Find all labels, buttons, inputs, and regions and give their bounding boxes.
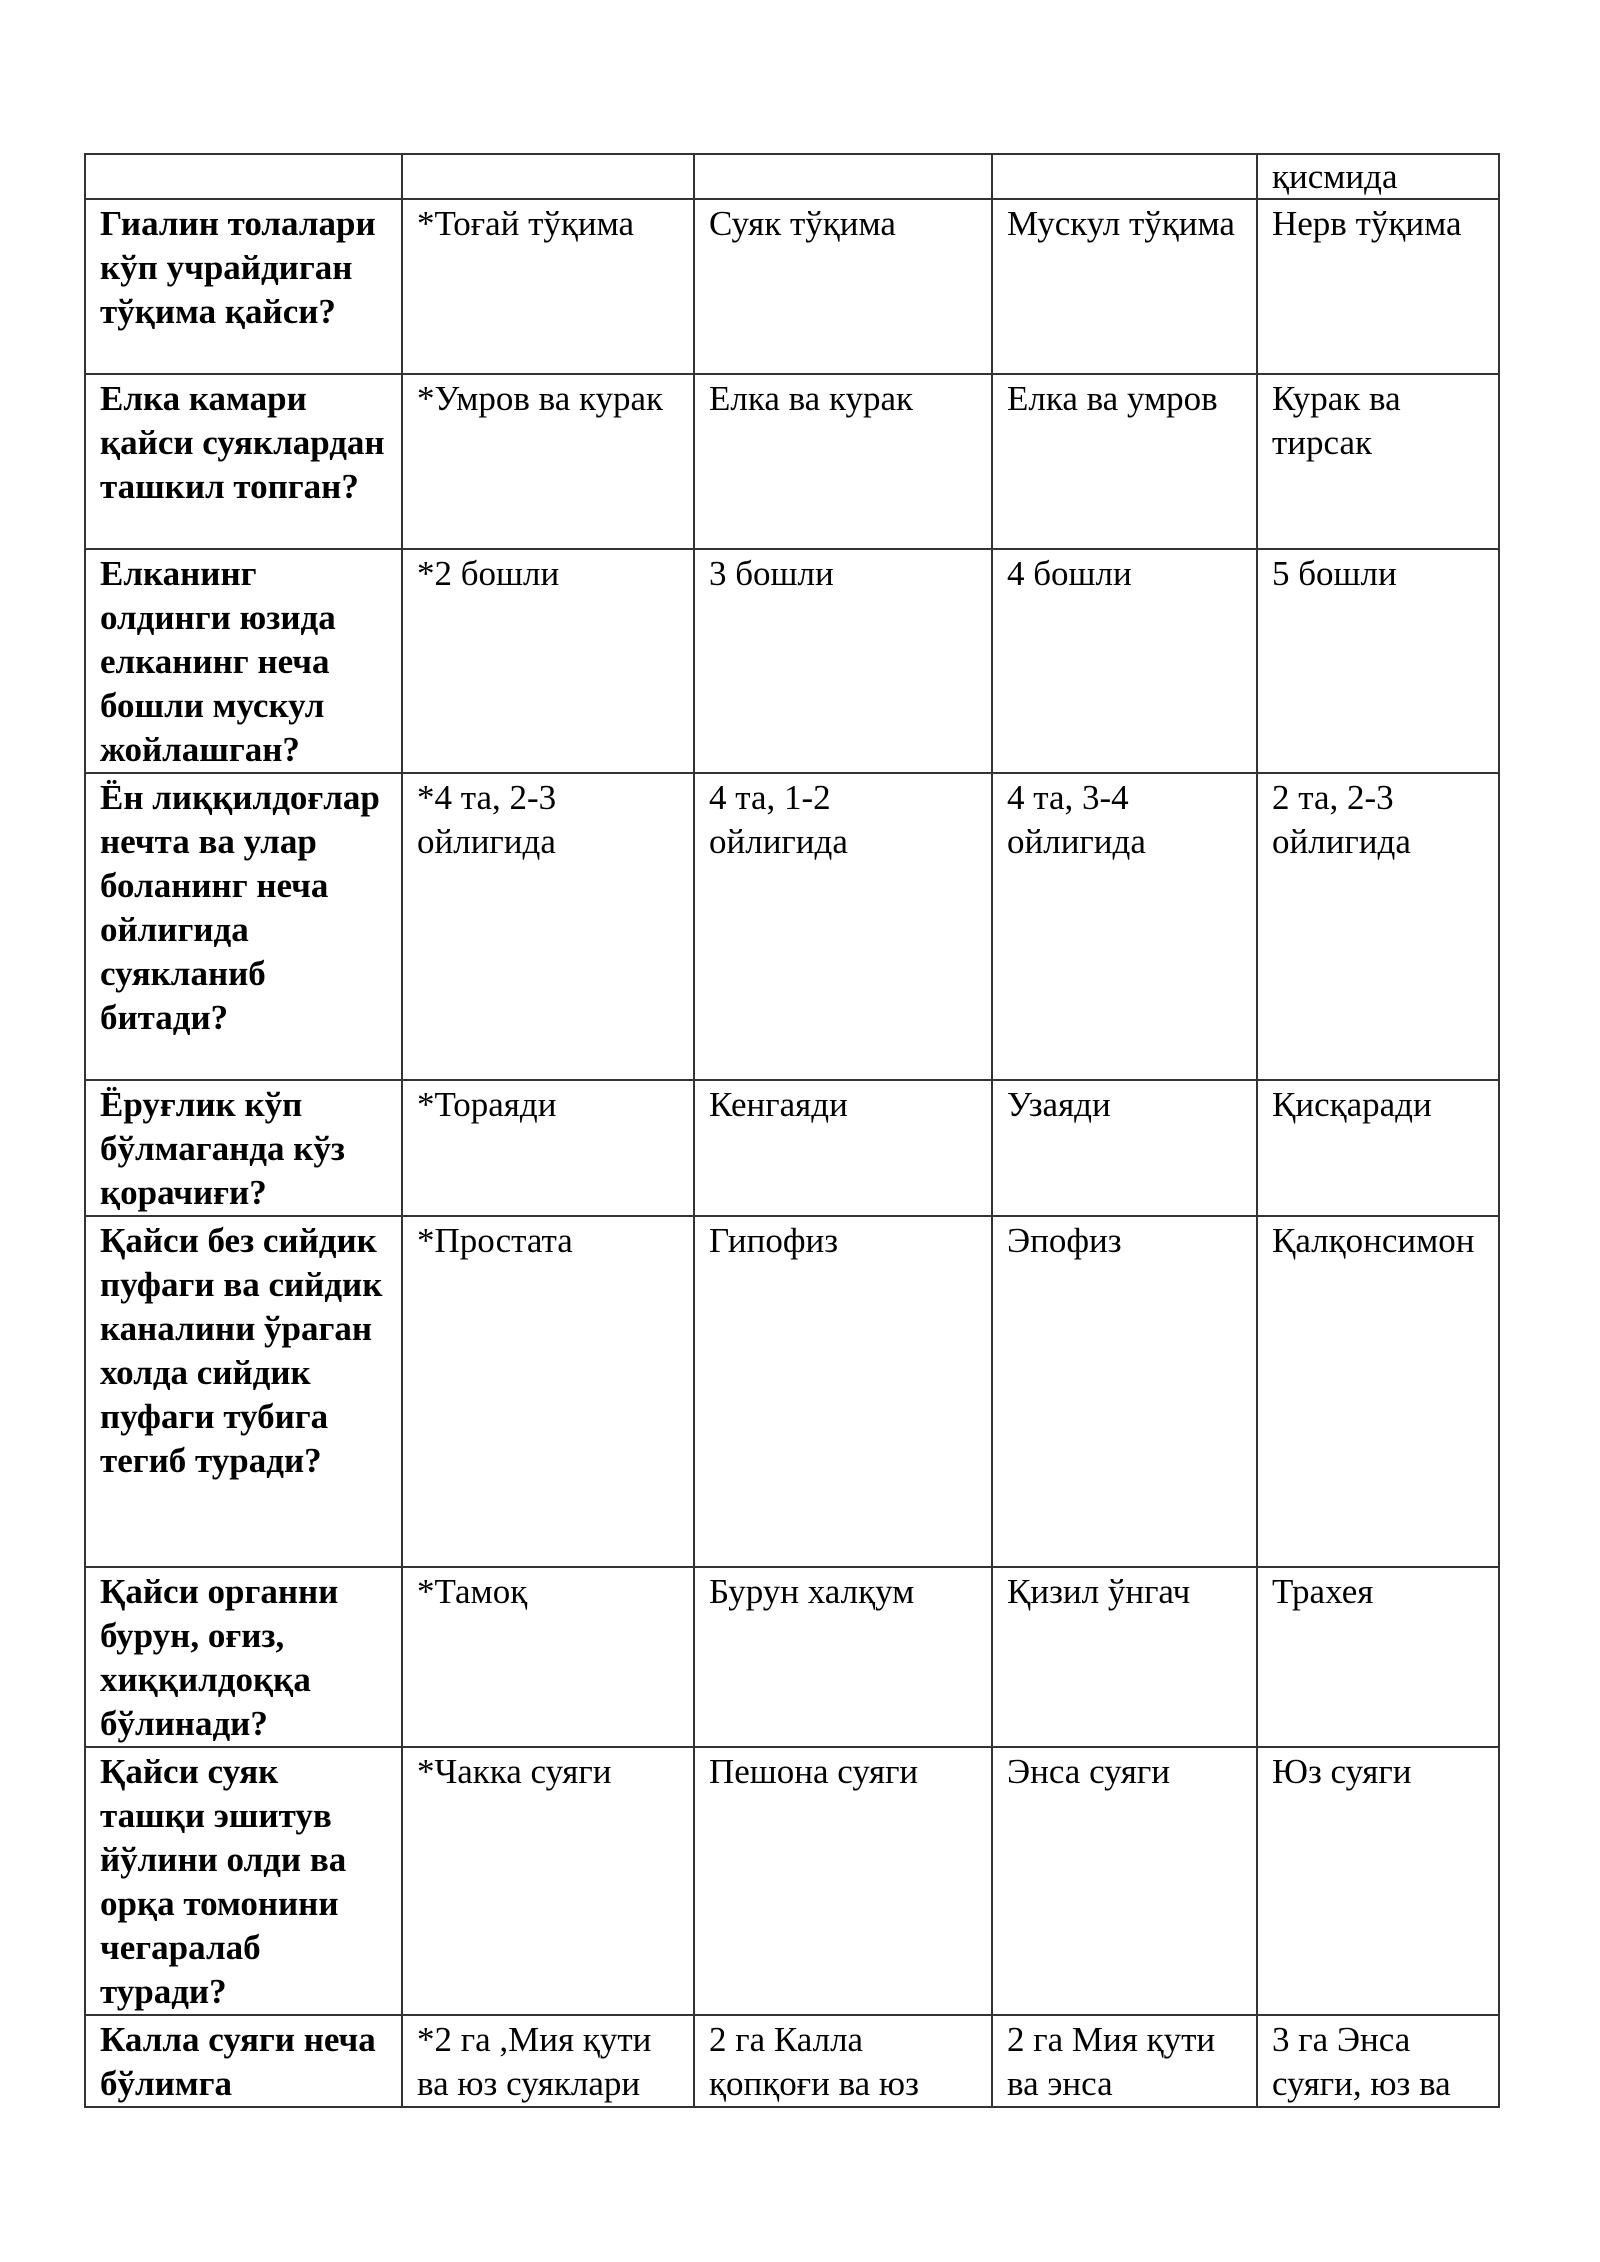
table-row bbox=[85, 199, 1499, 374]
table-row bbox=[85, 2015, 1499, 2107]
answer-cell-correct: *2 бошли bbox=[402, 549, 694, 773]
table-row bbox=[85, 154, 1499, 199]
question-cell: Қайси без сийдик пуфаги ва сийдик каналини ўраган холда сийдик пуфаги тубига тегиб туради? bbox=[85, 1216, 402, 1567]
answer-cell: 4 та, 3-4 ойлигида bbox=[992, 773, 1257, 1080]
answer-cell: 4 бошли bbox=[992, 549, 1257, 773]
answer-cell-correct: *Простата bbox=[402, 1216, 694, 1567]
answer-cell: Қисқаради bbox=[1257, 1080, 1499, 1216]
question-cell: Калла суяги неча бўлимга bbox=[85, 2015, 402, 2107]
answer-cell: Нерв тўқима bbox=[1257, 199, 1499, 374]
answer-cell: Қалқонсимон bbox=[1257, 1216, 1499, 1567]
answer-cell: Мускул тўқима bbox=[992, 199, 1257, 374]
question-cell: Гиалин толалари кўп учрайдиган тўқима қайси? bbox=[85, 199, 402, 374]
table-cell: қисмида bbox=[1257, 154, 1499, 199]
answer-cell-correct: *Тораяди bbox=[402, 1080, 694, 1216]
question-cell: Қайси органни бурун, оғиз, хиққилдоққа бўлинади? bbox=[85, 1567, 402, 1747]
table-row bbox=[85, 374, 1499, 549]
answer-cell: Кенгаяди bbox=[694, 1080, 992, 1216]
answer-cell-correct: *4 та, 2-3 ойлигида bbox=[402, 773, 694, 1080]
answer-cell-correct: *Тамоқ bbox=[402, 1567, 694, 1747]
question-cell: Елканинг олдинги юзида елканинг неча бошли мускул жойлашган? bbox=[85, 549, 402, 773]
answer-cell: 2 га Мия қути ва энса bbox=[992, 2015, 1257, 2107]
table-row bbox=[85, 1567, 1499, 1747]
table-row bbox=[85, 1747, 1499, 2015]
answer-cell-correct: *2 га ,Мия қути ва юз суяклари bbox=[402, 2015, 694, 2107]
table-cell bbox=[85, 154, 402, 199]
answer-cell: Гипофиз bbox=[694, 1216, 992, 1567]
table-row bbox=[85, 1080, 1499, 1216]
answer-cell: 3 бошли bbox=[694, 549, 992, 773]
answer-cell: 5 бошли bbox=[1257, 549, 1499, 773]
answer-cell-correct: *Чакка суяги bbox=[402, 1747, 694, 2015]
table-row bbox=[85, 549, 1499, 773]
answer-cell: Юз суяги bbox=[1257, 1747, 1499, 2015]
question-cell: Ён лиққилдоғлар нечта ва улар боланинг неча ойлигида суякланиб битади? bbox=[85, 773, 402, 1080]
answer-cell: Эпофиз bbox=[992, 1216, 1257, 1567]
answer-cell: Елка ва умров bbox=[992, 374, 1257, 549]
table-cell bbox=[992, 154, 1257, 199]
question-cell: Елка камари қайси суяклардан ташкил топган? bbox=[85, 374, 402, 549]
answer-cell: Пешона суяги bbox=[694, 1747, 992, 2015]
table-cell bbox=[694, 154, 992, 199]
question-cell: Қайси суяк ташқи эшитув йўлини олди ва орқа томонини чегаралаб туради? bbox=[85, 1747, 402, 2015]
answer-cell: Елка ва курак bbox=[694, 374, 992, 549]
answer-cell: Энса суяги bbox=[992, 1747, 1257, 2015]
answer-cell-correct: *Тоғай тўқима bbox=[402, 199, 694, 374]
answer-cell: Трахея bbox=[1257, 1567, 1499, 1747]
table-row bbox=[85, 1216, 1499, 1567]
answer-cell: 4 та, 1-2 ойлигида bbox=[694, 773, 992, 1080]
answer-cell: Курак ва тирсак bbox=[1257, 374, 1499, 549]
answer-cell: Қизил ўнгач bbox=[992, 1567, 1257, 1747]
answer-cell-correct: *Умров ва курак bbox=[402, 374, 694, 549]
question-cell: Ёруғлик кўп бўлмаганда кўз қорачиғи? bbox=[85, 1080, 402, 1216]
answer-cell: Бурун халқум bbox=[694, 1567, 992, 1747]
answer-cell: 2 га Калла қопқоғи ва юз bbox=[694, 2015, 992, 2107]
table-cell bbox=[402, 154, 694, 199]
answer-cell: Узаяди bbox=[992, 1080, 1257, 1216]
answer-cell: 3 га Энса суяги, юз ва bbox=[1257, 2015, 1499, 2107]
answer-cell: Суяк тўқима bbox=[694, 199, 992, 374]
answer-cell: 2 та, 2-3 ойлигида bbox=[1257, 773, 1499, 1080]
quiz-table bbox=[84, 153, 1500, 2108]
table-row bbox=[85, 773, 1499, 1080]
